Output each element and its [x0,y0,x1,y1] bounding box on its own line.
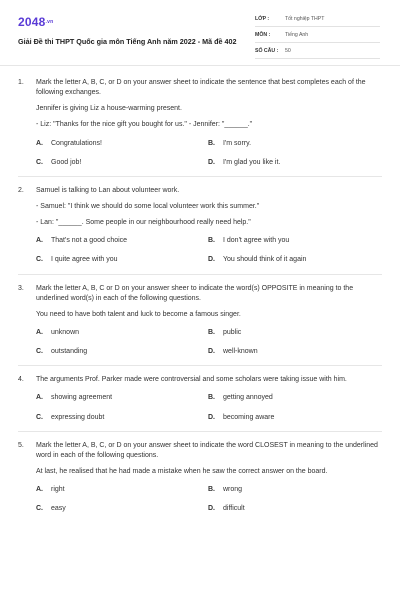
option-letter: B. [208,394,215,402]
option-letter: C. [36,505,43,513]
option-d[interactable] [208,413,380,423]
option-text: outstanding [51,348,88,356]
option-a[interactable] [36,236,208,246]
option-b[interactable] [208,139,380,149]
option-letter: B. [208,486,215,494]
meta-value: 50 [285,48,291,55]
option-b[interactable] [208,393,380,403]
meta-row-class [255,14,380,27]
question-3 [18,284,382,367]
option-text: You should think of it again [223,256,307,264]
option-letter: B. [208,139,215,147]
question-context: - Samuel: "I think we should do some local volunteer work this summer." [36,202,260,210]
option-text: public [223,328,242,336]
question-number: 3. [18,284,24,292]
question-text: Mark the letter A, B, C, or D on your answer sheet to indicate the sentence that best completes each of the following exchanges. [36,79,366,97]
option-c[interactable] [36,413,208,423]
option-letter: D. [208,348,215,356]
question-text: Mark the letter A, B, C or D on your answer sheer to indicate the word(s) OPPOSITE in meaning to the underlined word(s) in each of the following questions. [36,284,354,302]
question-context: At last, he realised that he had made a mistake when he saw the correct answer on the board. [36,467,328,475]
question-text: The arguments Prof. Parker made were controversial and some scholars were taking issue with him. [36,376,347,384]
answer-options [36,328,382,357]
option-text: Congratulations! [51,139,102,147]
option-a[interactable] [36,139,208,149]
option-letter: B. [208,328,215,336]
option-text: showing agreement [51,394,113,402]
question-5 [18,441,382,523]
option-letter: C. [36,256,43,264]
question-list [0,66,400,522]
option-text: becoming aware [223,413,275,421]
meta-value: Tốt nghiệp THPT [285,16,325,23]
question-context: - Lan: "______. Some people in our neighbourhood really need help." [36,219,251,227]
option-letter: A. [36,139,43,147]
question-text: Samuel is talking to Lan about volunteer work. [36,186,180,194]
meta-key: MÔN : [255,32,271,39]
question-number: 1. [18,79,24,86]
option-text: Good job! [51,158,82,166]
option-letter: A. [36,486,43,494]
answer-options [36,139,382,168]
option-c[interactable] [36,347,208,357]
meta-key: SỐ CÂU : [255,48,279,55]
option-text: easy [51,505,66,513]
option-b[interactable] [208,328,380,338]
option-text: getting annoyed [223,394,273,402]
question-4 [18,375,382,431]
option-b[interactable] [208,236,380,246]
question-text: Mark the letter A, B, C, or D on your answer sheet to indicate the word CLOSEST in meaning to the underlined word in each of the following questions. [36,441,378,459]
meta-row-question-count [255,46,380,59]
option-text: I quite agree with you [51,256,118,264]
option-letter: C. [36,158,43,166]
option-text: right [51,486,65,494]
option-text: well-known [223,348,258,356]
option-text: difficult [223,505,245,513]
logo-text: 2048 [18,15,46,29]
question-number: 2. [18,186,24,194]
option-letter: B. [208,237,215,245]
meta-key: LỚP : [255,16,270,23]
option-a[interactable] [36,393,208,403]
answer-options [36,236,382,265]
option-letter: D. [208,158,215,166]
option-d[interactable] [208,255,380,265]
option-c[interactable] [36,158,208,168]
option-d[interactable] [208,347,380,357]
question-context: Jennifer is giving Liz a house-warming present. [36,105,182,113]
option-a[interactable] [36,485,208,495]
exam-meta [255,14,380,62]
option-letter: A. [36,237,43,245]
question-number: 5. [18,441,24,449]
option-d[interactable] [208,504,380,514]
answer-options [36,485,382,514]
option-text: I'm sorry. [223,139,252,147]
logo-tld: .vn [45,19,54,26]
option-c[interactable] [36,504,208,514]
question-number: 4. [18,376,24,384]
option-b[interactable] [208,485,380,495]
option-d[interactable] [208,158,380,168]
answer-options [36,393,382,422]
meta-row-subject [255,30,380,43]
option-text: expressing doubt [51,413,105,421]
document-header [0,0,400,66]
question-context: - Liz: "Thanks for the nice gift you bought for us." - Jennifer: "______." [36,121,253,129]
option-text: unknown [51,328,80,336]
meta-value: Tiếng Anh [285,32,309,39]
option-letter: D. [208,505,215,513]
option-text: wrong [223,486,243,494]
question-1 [18,78,382,177]
option-letter: C. [36,413,43,421]
page-title: Giải Đề thi THPT Quốc gia môn Tiếng Anh năm 2022 - Mã đề 402 [18,37,237,47]
question-2 [18,186,382,275]
option-text: I don't agree with you [223,237,290,245]
option-letter: A. [36,328,43,336]
question-context: You need to have both talent and luck to become a famous singer. [36,310,241,318]
option-text: That's not a good choice [51,237,128,245]
option-c[interactable] [36,255,208,265]
option-letter: D. [208,256,215,264]
option-letter: C. [36,348,43,356]
option-text: I'm glad you like it. [223,158,281,166]
option-letter: A. [36,394,43,402]
option-a[interactable] [36,328,208,338]
option-letter: D. [208,413,215,421]
